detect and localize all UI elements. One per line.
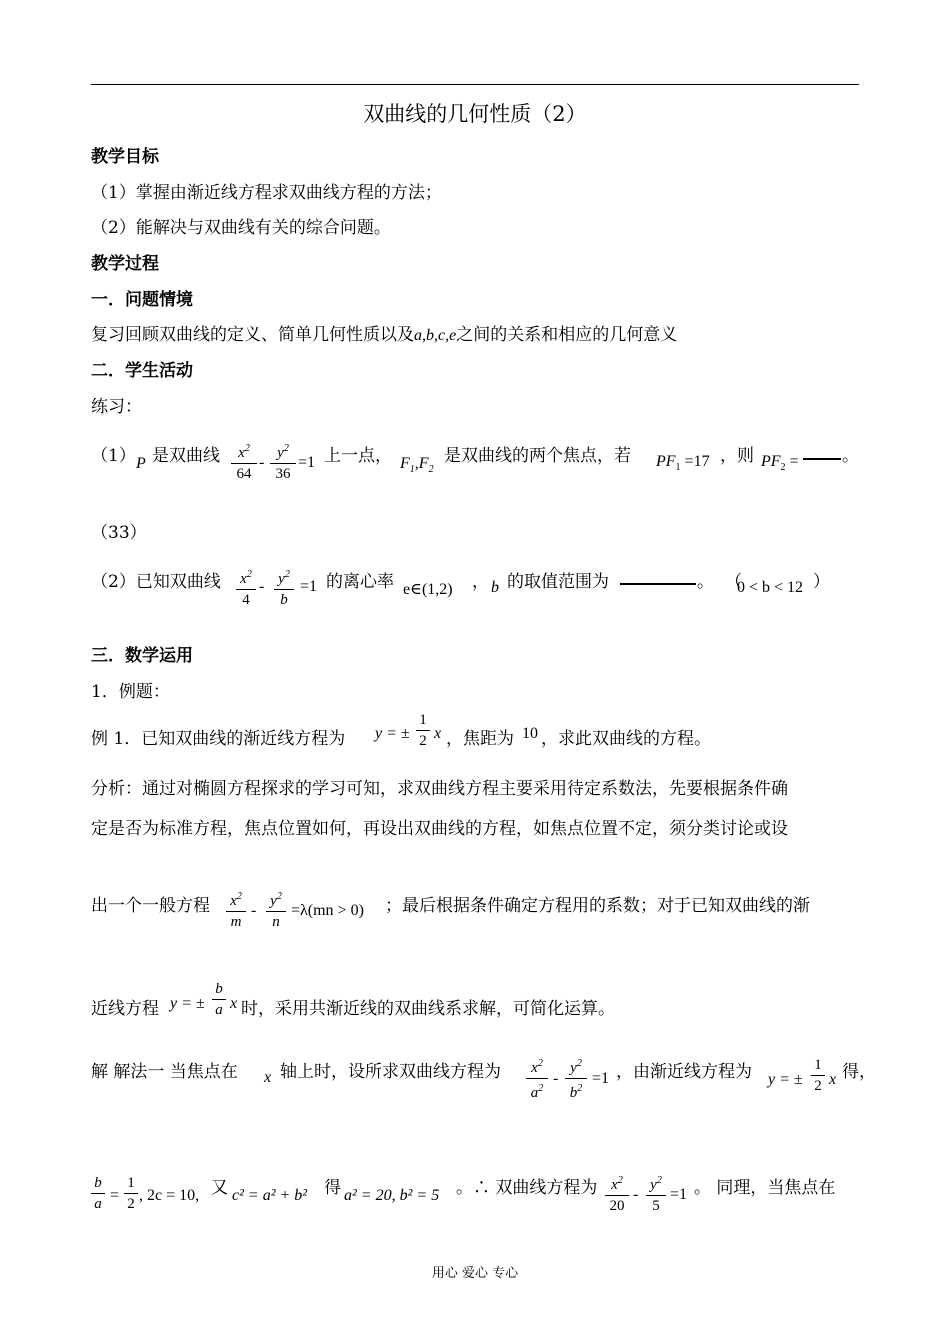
q1-minus: - xyxy=(259,454,265,471)
line2-frac-y: $y^2$ 5 xyxy=(646,1172,666,1215)
analysis-line-4b: 时，采用共渐近线的双曲线系求解，可简化运算。 xyxy=(241,999,615,1019)
example1-frac: 1 2 xyxy=(416,711,430,750)
q2-frac-y: $y^2$ b xyxy=(274,566,294,609)
q1-eq1: =1 xyxy=(298,454,316,471)
solution-asym-eq: y = ± xyxy=(768,1071,803,1088)
q2-answer-blank xyxy=(620,583,696,585)
section1-text xyxy=(91,320,677,345)
q1-pf2: $PF_2$ = xyxy=(761,453,799,474)
q1-foci: $F_1,F_2$ xyxy=(400,455,434,476)
example1-10: 10 xyxy=(522,725,538,742)
q1-p: P xyxy=(136,455,146,472)
line2-frac-ba: b a xyxy=(91,1174,105,1213)
q2-e-range: e∈(1,2) xyxy=(403,581,453,598)
process-heading: 教学过程 xyxy=(91,254,159,274)
section1-text-b: 之间的关系和相应的几何意义 xyxy=(456,325,678,345)
q2-minus: - xyxy=(259,578,265,595)
solution-eq1: =1 xyxy=(592,1070,610,1087)
q1-num: （1） xyxy=(91,446,136,466)
q2-answer-open: （ xyxy=(725,572,742,592)
page-footer: 用心 爱心 专心 xyxy=(431,1266,519,1281)
solution-x: x xyxy=(264,1069,272,1086)
page-title: 双曲线的几何性质（2） xyxy=(363,102,587,126)
q2-t3: 的取值范围为 xyxy=(507,572,609,592)
analysis-eq: =λ(mn > 0) xyxy=(291,902,364,919)
q1-pf1: $PF_1 =17$ xyxy=(656,453,710,474)
line2-frac-x: $x^2$ 20 xyxy=(605,1172,629,1215)
q2-eq1: =1 xyxy=(300,578,318,595)
section1-vars: a,b,c,e xyxy=(414,327,457,344)
solution-text-d: 得， xyxy=(842,1062,876,1082)
line2-d: 得 xyxy=(324,1178,341,1198)
q1-t3: 是双曲线的两个焦点，若 xyxy=(444,446,631,466)
analysis-minus: - xyxy=(251,902,257,919)
line2-minus: - xyxy=(633,1186,639,1203)
practice-label: 练习： xyxy=(91,397,142,417)
q2-t2: ， xyxy=(472,572,489,592)
goals-heading: 教学目标 xyxy=(91,147,159,167)
example1-eq: y = ± xyxy=(375,725,410,742)
analysis-line-4-eq: y = ± xyxy=(170,995,205,1012)
line2-eq1: =1 xyxy=(670,1186,688,1203)
line2-f: 。∴ 双曲线方程为 xyxy=(456,1178,598,1198)
solution-text-b: 轴上时，设所求双曲线方程为 xyxy=(280,1062,501,1082)
top-rule xyxy=(91,84,859,85)
q2-num: （2）已知双曲线 xyxy=(91,572,221,592)
example1-text-b: ，焦距为 xyxy=(446,729,514,749)
analysis-line-3a: 出一个一般方程 xyxy=(91,896,210,916)
analysis-line-2: 定是否为标准方程，焦点位置如何，再设出双曲线的方程，如焦点位置不定，须分类讨论或设 xyxy=(91,819,788,839)
section1-text-a: 复习回顾双曲线的定义、简单几何性质以及 xyxy=(91,325,414,345)
analysis-line-4-x: x xyxy=(230,995,238,1012)
q2-t1: 的离心率 xyxy=(326,572,394,592)
q2-answer: 0 < b < 12 xyxy=(737,579,804,596)
goal-item-2: （2）能解决与双曲线有关的综合问题。 xyxy=(91,218,391,238)
q1-t1: 是双曲线 xyxy=(152,446,220,466)
line2-frac-half: 1 2 xyxy=(124,1174,138,1213)
line2-c: c² = a² + b² xyxy=(232,1187,308,1204)
solution-asym-x: x xyxy=(829,1071,837,1088)
q1-t5: 。 xyxy=(842,446,859,466)
solution-asym-frac: 1 2 xyxy=(811,1056,825,1095)
goal-item-1: （1）掌握由渐近线方程求双曲线方程的方法； xyxy=(91,183,442,203)
section2-heading: 二．学生活动 xyxy=(91,361,193,381)
example1-text-c: ，求此双曲线的方程。 xyxy=(541,729,711,749)
q1-answer-blank xyxy=(803,458,841,460)
q2-t4: 。 xyxy=(697,572,714,592)
analysis-frac-y: $y^2$ n xyxy=(266,888,286,931)
analysis-frac-x: $x^2$ m xyxy=(226,888,246,931)
example1-x: x xyxy=(434,725,442,742)
q1-t2: 上一点， xyxy=(324,446,392,466)
line2-a: , 2c = 10, xyxy=(139,1187,200,1204)
q2-frac-x: $x^2$ 4 xyxy=(236,566,256,609)
q1-frac-x: $x^2$ 64 xyxy=(231,440,257,483)
line2-e: a² = 20, b² = 5 xyxy=(344,1187,440,1204)
solution-frac-x: $x^2$ $a^2$ xyxy=(526,1055,548,1102)
analysis-frac-ba: b a xyxy=(212,980,226,1019)
solution-text-a: 解 解法一 当焦点在 xyxy=(91,1062,238,1082)
solution-text-c: ，由渐近线方程为 xyxy=(616,1062,752,1082)
q1-frac-y: $y^2$ 36 xyxy=(270,440,296,483)
example1-text-a: 例 1．已知双曲线的渐近线方程为 xyxy=(91,729,346,749)
analysis-line-3b: ；最后根据条件确定方程用的系数；对于已知双曲线的渐 xyxy=(385,896,810,916)
analysis-line-1: 分析：通过对椭圆方程探求的学习可知，求双曲线方程主要采用待定系数法，先要根据条件确 xyxy=(91,779,788,799)
q2-answer-close: ） xyxy=(813,572,830,592)
section1-heading: 一．问题情境 xyxy=(91,290,193,310)
q2-b: b xyxy=(491,579,499,596)
example-label: 1．例题： xyxy=(91,682,170,702)
q1-answer: （33） xyxy=(91,523,147,543)
q1-t4: ，则 xyxy=(720,446,754,466)
line2-g: 。 同理，当焦点在 xyxy=(694,1178,836,1198)
solution-frac-y: $y^2$ $b^2$ xyxy=(565,1055,587,1102)
line2-eq: = xyxy=(110,1187,120,1204)
analysis-line-4a: 近线方程 xyxy=(91,999,159,1019)
section3-heading: 三．数学运用 xyxy=(91,646,193,666)
line2-b: 又 xyxy=(211,1178,228,1198)
solution-minus: - xyxy=(553,1070,559,1087)
